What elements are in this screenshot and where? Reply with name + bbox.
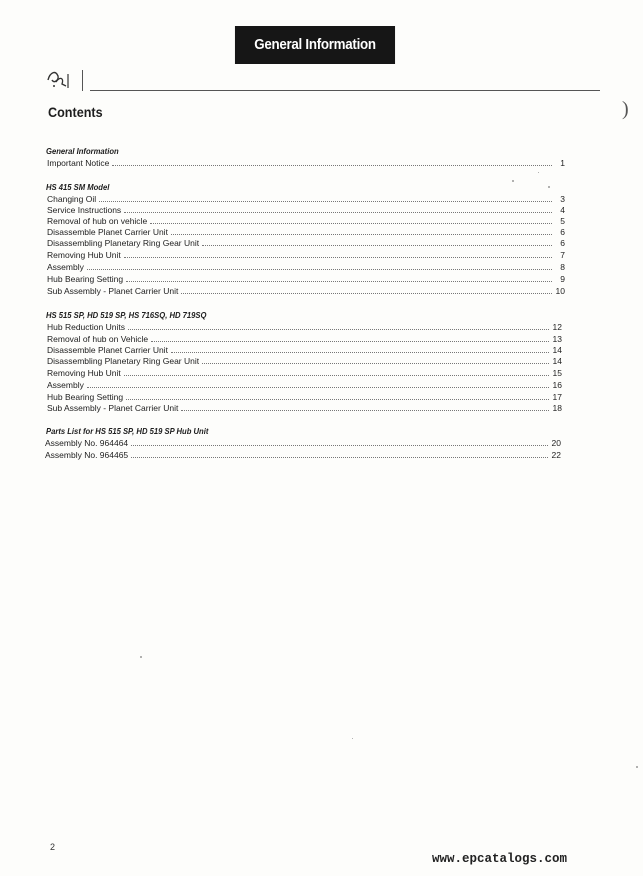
toc-leader-dots bbox=[131, 445, 548, 446]
toc-entry-label: Hub Bearing Setting bbox=[47, 274, 124, 284]
toc-entry[interactable] bbox=[47, 216, 565, 226]
toc-entry-page: 20 bbox=[551, 438, 561, 448]
company-logo-icon bbox=[44, 66, 84, 92]
toc-entry-page: 8 bbox=[560, 262, 565, 272]
toc-entry-page: 6 bbox=[560, 238, 565, 248]
scan-speck bbox=[512, 180, 514, 182]
toc-entry-label: Changing Oil bbox=[47, 194, 97, 204]
scan-speck bbox=[636, 766, 638, 768]
toc-leader-dots bbox=[126, 399, 549, 400]
toc-entry[interactable] bbox=[47, 356, 562, 366]
header-rule bbox=[90, 90, 600, 91]
toc-section-heading: HS 415 SM Model bbox=[46, 182, 110, 192]
toc-entry-label: Hub Reduction Units bbox=[47, 322, 125, 332]
toc-entry-page: 13 bbox=[552, 334, 562, 344]
toc-entry-page: 10 bbox=[555, 286, 565, 296]
toc-entry-label: Service Instructions bbox=[47, 205, 122, 215]
toc-entry-page: 22 bbox=[551, 450, 561, 460]
scan-speck bbox=[548, 186, 550, 188]
toc-entry-page: 14 bbox=[552, 356, 562, 366]
toc-entry-label: Assembly No. 964464 bbox=[45, 438, 129, 448]
toc-entry-page: 12 bbox=[552, 322, 562, 332]
toc-entry[interactable] bbox=[47, 227, 565, 237]
toc-entry[interactable] bbox=[47, 262, 565, 272]
scan-speck bbox=[538, 172, 539, 173]
header-rule-tick bbox=[82, 70, 83, 91]
toc-entry[interactable] bbox=[47, 392, 562, 402]
toc-leader-dots bbox=[112, 165, 552, 166]
toc-leader-dots bbox=[124, 375, 549, 376]
section-header-box bbox=[235, 26, 395, 64]
toc-entry-page: 16 bbox=[552, 380, 562, 390]
toc-entry-label: Removal of hub on vehicle bbox=[47, 216, 148, 226]
toc-entry[interactable] bbox=[45, 438, 561, 448]
toc-entry-page: 1 bbox=[560, 158, 565, 168]
toc-entry-page: 15 bbox=[552, 368, 562, 378]
toc-leader-dots bbox=[126, 281, 552, 282]
toc-leader-dots bbox=[150, 223, 552, 224]
toc-entry-label: Removal of hub on Vehicle bbox=[47, 334, 149, 344]
toc-entry[interactable] bbox=[47, 368, 562, 378]
toc-entry-label: Disassembling Planetary Ring Gear Unit bbox=[47, 238, 200, 248]
toc-leader-dots bbox=[128, 329, 549, 330]
toc-entry[interactable] bbox=[47, 238, 565, 248]
section-header-title: General Information bbox=[254, 37, 376, 53]
toc-entry-label: Disassembling Planetary Ring Gear Unit bbox=[47, 356, 200, 366]
toc-entry-label: Important Notice bbox=[47, 158, 110, 168]
toc-entry[interactable] bbox=[47, 334, 562, 344]
toc-section-heading: HS 515 SP, HD 519 SP, HS 716SQ, HD 719SQ bbox=[46, 310, 207, 320]
toc-entry[interactable] bbox=[47, 274, 565, 284]
toc-leader-dots bbox=[171, 234, 552, 235]
toc-entry[interactable] bbox=[47, 194, 565, 204]
toc-entry[interactable] bbox=[47, 403, 562, 413]
toc-entry[interactable] bbox=[47, 205, 565, 215]
toc-entry[interactable] bbox=[47, 158, 565, 168]
toc-entry-label: Assembly bbox=[47, 380, 84, 390]
toc-entry-page: 9 bbox=[560, 274, 565, 284]
toc-leader-dots bbox=[99, 201, 552, 202]
scan-speck bbox=[352, 738, 353, 739]
contents-title: Contents bbox=[48, 104, 103, 120]
scan-speck bbox=[140, 656, 142, 658]
toc-section-heading: General Information bbox=[46, 146, 119, 156]
toc-entry-page: 18 bbox=[552, 403, 562, 413]
page-number: 2 bbox=[50, 842, 56, 852]
toc-entry[interactable] bbox=[47, 322, 562, 332]
toc-entry-page: 5 bbox=[560, 216, 565, 226]
toc-leader-dots bbox=[181, 410, 549, 411]
toc-entry-label: Removing Hub Unit bbox=[47, 250, 121, 260]
toc-leader-dots bbox=[131, 457, 548, 458]
toc-leader-dots bbox=[151, 341, 549, 342]
watermark-text: www.epcatalogs.com bbox=[432, 852, 568, 866]
toc-entry-page: 6 bbox=[560, 227, 565, 237]
toc-entry-page: 7 bbox=[560, 250, 565, 260]
toc-entry-page: 14 bbox=[552, 345, 562, 355]
toc-entry[interactable] bbox=[47, 380, 562, 390]
toc-entry-page: 17 bbox=[552, 392, 562, 402]
toc-entry-label: Disassemble Planet Carrier Unit bbox=[47, 227, 168, 237]
toc-entry[interactable] bbox=[45, 450, 561, 460]
toc-leader-dots bbox=[87, 269, 552, 270]
toc-leader-dots bbox=[124, 257, 552, 258]
toc-leader-dots bbox=[202, 363, 549, 364]
toc-leader-dots bbox=[87, 387, 549, 388]
toc-entry[interactable] bbox=[47, 345, 562, 355]
toc-entry-label: Assembly bbox=[47, 262, 84, 272]
toc-entry-page: 4 bbox=[560, 205, 565, 215]
toc-leader-dots bbox=[202, 245, 552, 246]
toc-entry-label: Hub Bearing Setting bbox=[47, 392, 124, 402]
toc-entry[interactable] bbox=[47, 286, 565, 296]
toc-entry-label: Sub Assembly - Planet Carrier Unit bbox=[47, 286, 179, 296]
toc-section-heading: Parts List for HS 515 SP, HD 519 SP Hub Unit bbox=[46, 426, 209, 436]
toc-entry-label: Removing Hub Unit bbox=[47, 368, 121, 378]
toc-entry-label: Sub Assembly - Planet Carrier Unit bbox=[47, 403, 179, 413]
toc-leader-dots bbox=[181, 293, 552, 294]
toc-entry-label: Disassemble Planet Carrier Unit bbox=[47, 345, 168, 355]
toc-entry-label: Assembly No. 964465 bbox=[45, 450, 129, 460]
toc-entry-page: 3 bbox=[560, 194, 565, 204]
toc-leader-dots bbox=[124, 212, 552, 213]
toc-leader-dots bbox=[171, 352, 549, 353]
toc-entry[interactable] bbox=[47, 250, 565, 260]
stray-margin-mark: ) bbox=[622, 98, 629, 120]
